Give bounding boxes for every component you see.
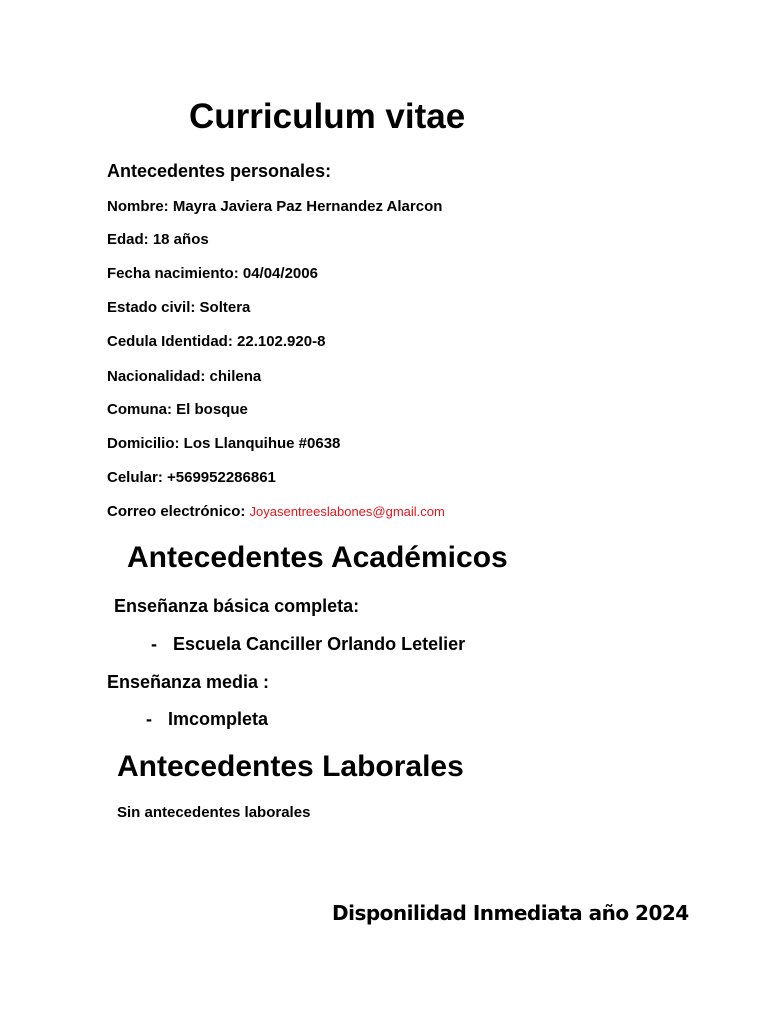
page-title: Curriculum vitae bbox=[189, 97, 466, 136]
basic-education-label: Enseñanza básica completa: bbox=[114, 596, 360, 616]
field-age: Edad: 18 años bbox=[107, 231, 209, 248]
bullet-dash: - bbox=[151, 634, 157, 654]
email-label: Correo electrónico: bbox=[107, 503, 246, 520]
field-name: Nombre: Mayra Javiera Paz Hernandez Alarcon bbox=[107, 198, 443, 215]
field-nationality: Nacionalidad: chilena bbox=[107, 368, 262, 385]
basic-school-item bbox=[151, 634, 465, 655]
media-status: Imcompleta bbox=[168, 709, 269, 729]
labor-heading: Antecedentes Laborales bbox=[117, 750, 464, 783]
field-birthdate: Fecha nacimiento: 04/04/2006 bbox=[107, 265, 318, 282]
field-commune: Comuna: El bosque bbox=[107, 401, 248, 418]
personal-heading: Antecedentes personales: bbox=[107, 161, 332, 181]
basic-school-name: Escuela Canciller Orlando Letelier bbox=[173, 634, 466, 654]
labor-text: Sin antecedentes laborales bbox=[117, 804, 311, 821]
media-education-label: Enseñanza media : bbox=[107, 672, 270, 692]
field-address: Domicilio: Los Llanquihue #0638 bbox=[107, 435, 341, 452]
field-civil-status: Estado civil: Soltera bbox=[107, 299, 251, 316]
field-email bbox=[107, 503, 445, 520]
academic-heading: Antecedentes Académicos bbox=[127, 541, 508, 574]
bullet-dash: - bbox=[146, 709, 152, 729]
email-link[interactable]: Joyasentreeslabones@gmail.com bbox=[249, 504, 445, 519]
availability-footer: Disponilidad Inmediata año 2024 bbox=[332, 901, 689, 925]
field-phone: Celular: +569952286861 bbox=[107, 469, 276, 486]
media-status-item bbox=[146, 709, 268, 730]
field-id-number: Cedula Identidad: 22.102.920-8 bbox=[107, 333, 326, 350]
